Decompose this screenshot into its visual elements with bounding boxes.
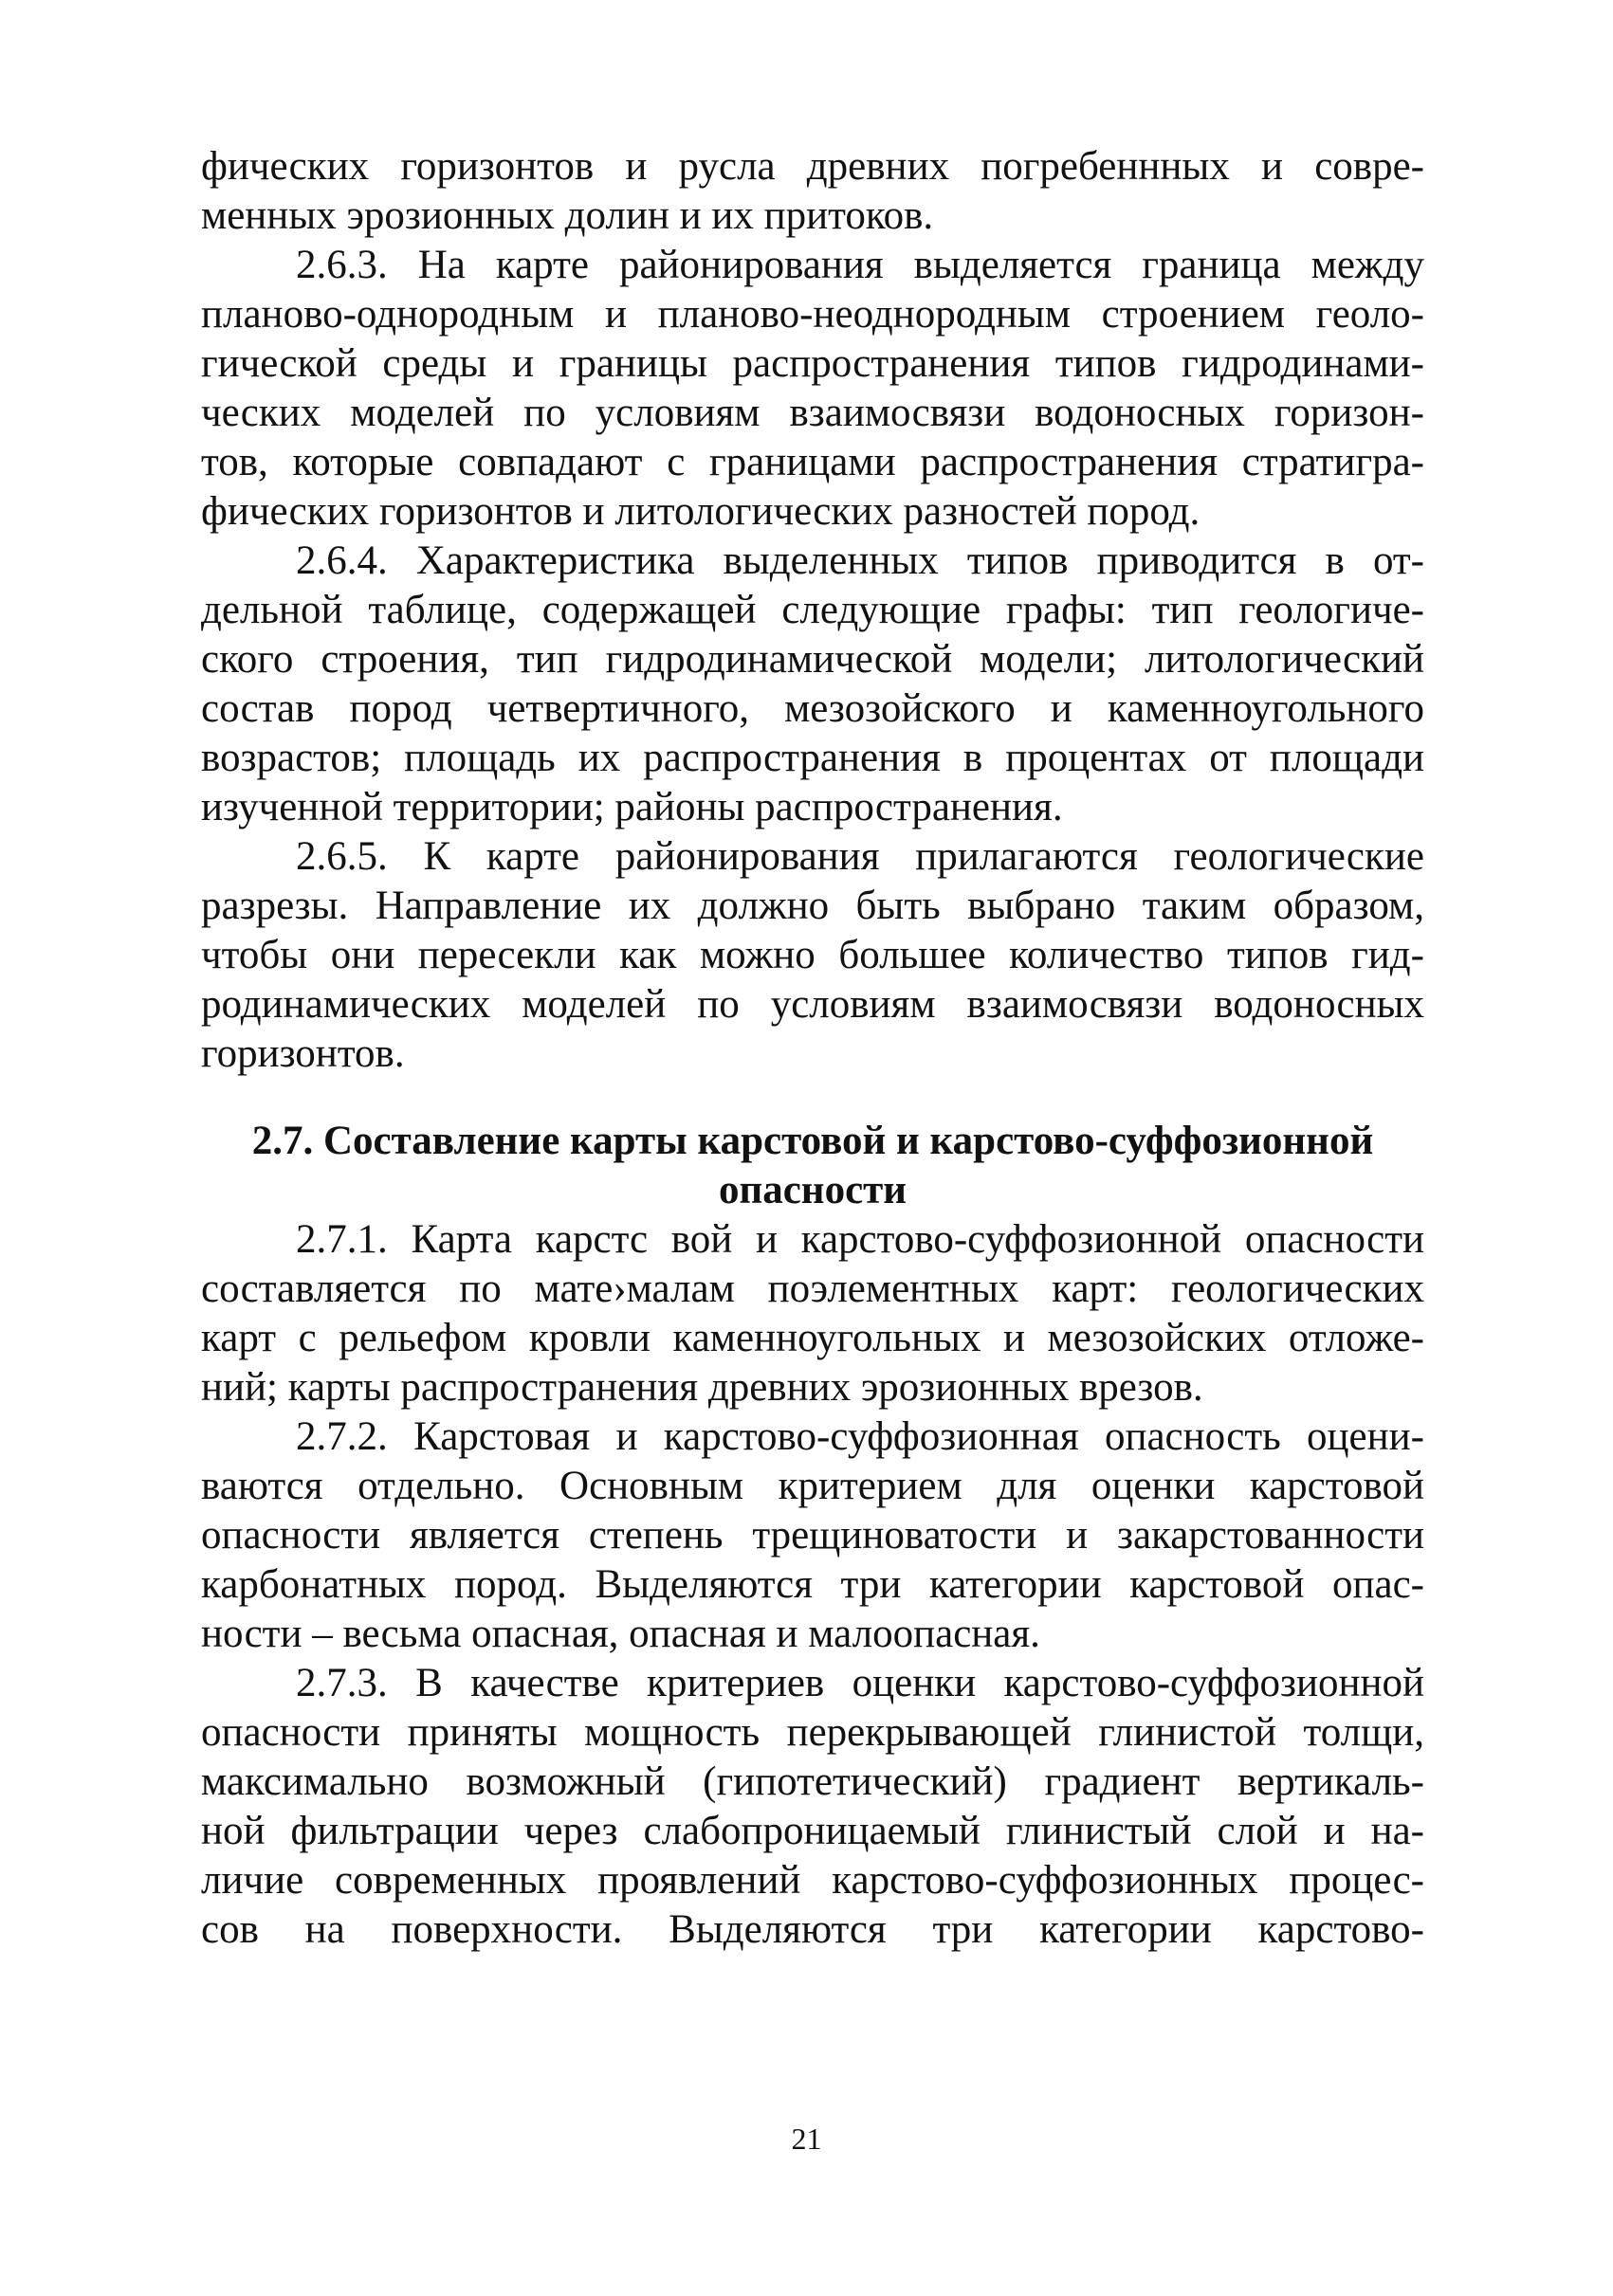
paragraph-continuation: [201, 142, 1424, 241]
paragraph-2-6-5: [201, 832, 1424, 1079]
text-line: возрастов; площадь их распространения в процентах от площади: [201, 736, 1424, 780]
text-line: карбонатных пород. Выделяются три категории карстовой опас-: [201, 1562, 1424, 1607]
text-line: ского строения, тип гидродинамической модели; литологический: [201, 637, 1424, 682]
text-line: фических горизонтов и литологических разностей пород.: [201, 489, 1201, 534]
text-line: ной фильтрации через слабопроницаемый глинистый слой и на-: [201, 1809, 1424, 1853]
text-line: составляется по мате›малам поэлементных карт: геологических: [201, 1266, 1424, 1311]
paragraph-2-7-2: [201, 1412, 1424, 1659]
text-line: ческих моделей по условиям взаимосвязи водоносных горизон-: [201, 391, 1424, 435]
page-number: 21: [791, 2122, 822, 2156]
text-line: опасности приняты мощность перекрывающей глинистой толщи,: [201, 1710, 1424, 1755]
text-line: гической среды и границы распространения типов гидродинами-: [201, 341, 1424, 386]
page-text: [201, 142, 1424, 1955]
text-line: разрезы. Направление их должно быть выбрано таким образом,: [201, 884, 1424, 928]
text-line: 2.6.4. Характеристика выделенных типов приводится в от-: [296, 538, 1424, 583]
text-line: горизонтов.: [201, 1031, 405, 1076]
paragraph-2-6-4: [201, 537, 1424, 832]
text-line: ний; карты распространения древних эрозионных врезов.: [201, 1365, 1203, 1410]
text-line: 2.6.5. К карте районирования прилагаются геологические: [296, 834, 1424, 879]
text-line: 2.7.2. Карстовая и карстово-суффозионная опасность оцени-: [296, 1414, 1424, 1459]
text-line: 2.6.3. На карте районирования выделяется граница между: [296, 243, 1424, 287]
text-line: чтобы они пересекли как можно большее количество типов гид-: [201, 933, 1424, 977]
text-line: планово-однородным и планово-неоднородным строением геоло-: [201, 292, 1424, 337]
text-line: опасности является степень трещиноватости и закарстованности: [201, 1513, 1424, 1558]
text-line: дельной таблице, содержащей следующие графы: тип геологиче-: [201, 588, 1424, 632]
paragraph-2-6-3: [201, 241, 1424, 537]
paragraph-2-7-1: [201, 1215, 1424, 1412]
text-line: изученной территории; районы распространения.: [201, 785, 1063, 829]
text-line: менных эрозионных долин и их притоков.: [201, 193, 934, 238]
text-line: личие современных проявлений карстово-суффозионных процес-: [201, 1858, 1424, 1903]
text-line: тов, которые совпадают с границами распространения стратигра-: [201, 440, 1424, 484]
text-line: ности – весьма опасная, опасная и малоопасная.: [201, 1612, 1040, 1656]
text-line: ваются отдельно. Основным критерием для оценки карстовой: [201, 1464, 1424, 1508]
text-line: фических горизонтов и русла древних погребеннных и совре-: [201, 144, 1424, 189]
text-line: родинамических моделей по условиям взаимосвязи водоносных: [201, 982, 1424, 1027]
section-heading-line: опасности: [718, 1168, 907, 1212]
section-heading: [201, 1117, 1424, 1215]
text-line: карт с рельефом кровли каменноугольных и мезозойских отложе-: [201, 1316, 1424, 1360]
paragraph-2-7-3: [201, 1659, 1424, 1955]
section-heading-line: 2.7. Составление карты карстовой и карстово-суффозионной: [251, 1119, 1374, 1163]
text-line: 2.7.3. В качестве критериев оценки карстово-суффозионной: [296, 1661, 1424, 1705]
text-line: сов на поверхности. Выделяются три категории карстово-: [201, 1907, 1424, 1952]
text-line: 2.7.1. Карта карстс вой и карстово-суффозионной опасности: [296, 1217, 1424, 1262]
text-line: максимально возможный (гипотетический) градиент вертикаль-: [201, 1759, 1424, 1804]
text-line: состав пород четвертичного, мезозойского и каменноугольного: [201, 686, 1424, 731]
